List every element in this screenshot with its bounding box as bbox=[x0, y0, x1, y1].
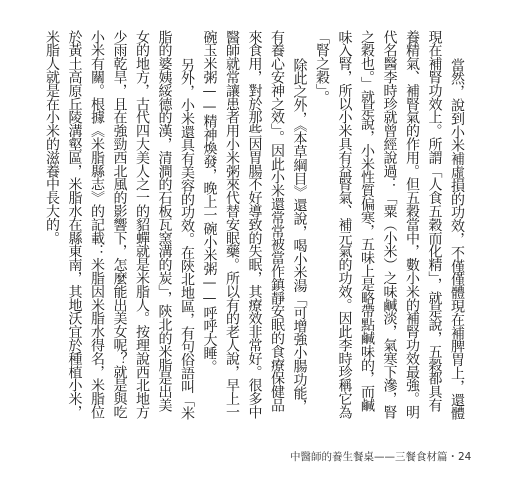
book-title: 中醫師的養生餐桌 bbox=[290, 451, 374, 463]
footer-dot: ・ bbox=[447, 451, 458, 463]
section-title: 三餐食材篇 bbox=[395, 451, 448, 463]
paragraph: 另外，小米還具有美容的功效。在陝北地區，有句俗語叫「米脂的婆姨綏德的漢，清澗的石板瓦窯溝的炭」，陝北的米脂是出美女的地方，古代四大美人之一的貂蟬就是米脂人。按理說西北地方少雨乾旱，且在強勁西北風的影響下，怎麼能出美女呢？就是與吃小米有關。根據《米脂縣志》的記載：米脂因米脂水得名，米脂位於黃土高原丘陵溝壑區，米脂水在縣東南，其地沃宜於種植小米，米脂人就是在小米的滋養中長大的。 bbox=[44, 30, 195, 420]
body-text bbox=[44, 30, 468, 422]
paragraph: 當然，說到小米補虛損的功效，不僅僅體現在補脾胃上，還體現在補腎功效上。所謂「人食五穀而化精」，就是說，五穀都具有養精氣、補腎氣的作用。但五穀當中，數小米的補腎功效最強。明代名醫李時珍就曾經說過：「粟（小米）之味鹹淡，氣寒下滲，腎之穀也。」就是說，小米性質偏寒，五味上是略帶點鹹味的，而鹹味入腎，所以小米具有益腎氣、補元氣的功效。因此李時珍稱它為「腎之穀」。 bbox=[314, 30, 465, 420]
page-footer bbox=[290, 449, 471, 464]
page-number: 24 bbox=[458, 451, 472, 463]
footer-separator: —— bbox=[374, 451, 395, 463]
paragraph: 除此之外，《本草綱目》還說，喝小米湯「可增強小腸功能，有養心安神之效」。因此小米還常常被當作鎮靜安眠的食療保健品來食用，對於那些因胃腸不好導致的失眠，其療效非常好。很多中醫師就常讓患者用小米粥來代替安眠藥。所以有的老人說，早上一碗玉米粥——精神煥發，晚上一碗小米粥——呼呼大睡。 bbox=[201, 30, 308, 419]
